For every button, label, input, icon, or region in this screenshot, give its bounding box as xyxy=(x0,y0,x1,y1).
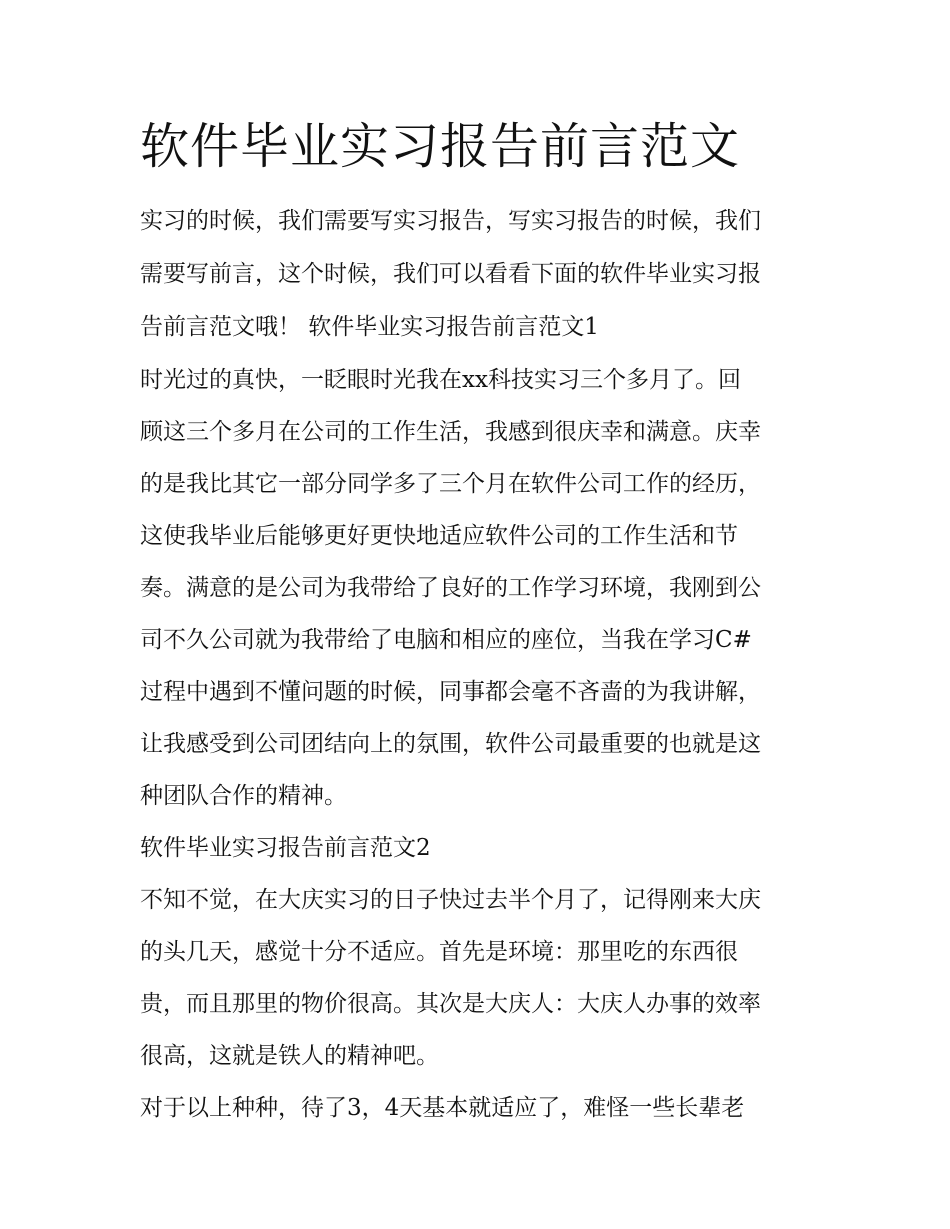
paragraph-line-intro-2: 需要写前言，这个时候，我们可以看看下面的软件毕业实习报 xyxy=(140,261,761,287)
paragraph-line-sample2-5: 对于以上种种，待了3，4天基本就适应了，难怪一些长辈老 xyxy=(140,1095,745,1121)
paragraph-line-sample1-7: 过程中遇到不懂问题的时候，同事都会毫不吝啬的为我讲解， xyxy=(140,679,761,705)
paragraph-line-sample2-3: 贵，而且那里的物价很高。其次是大庆人：大庆人办事的效率 xyxy=(140,991,761,1017)
paragraph-line-sample1-5: 奏。满意的是公司为我带给了良好的工作学习环境，我刚到公 xyxy=(140,575,761,601)
paragraph-line-intro-1: 实习的时候，我们需要写实习报告，写实习报告的时候，我们 xyxy=(140,208,761,234)
paragraph-line-sample2-1: 不知不觉，在大庆实习的日子快过去半个月了，记得刚来大庆 xyxy=(140,887,761,913)
paragraph-line-sample1-6: 司不久公司就为我带给了电脑和相应的座位，当我在学习C# xyxy=(140,627,752,653)
paragraph-line-sample2-4: 很高，这就是铁人的精神吧。 xyxy=(140,1043,439,1069)
paragraph-line-sample1-4: 这使我毕业后能够更好更快地适应软件公司的工作生活和节 xyxy=(140,523,738,549)
paragraph-line-sample2-2: 的头几天，感觉十分不适应。首先是环境：那里吃的东西很 xyxy=(140,939,738,965)
paragraph-line-intro-3: 告前言范文哦！ 软件毕业实习报告前言范文1 xyxy=(140,314,599,340)
paragraph-line-sample1-3: 的是我比其它一部分同学多了三个月在软件公司工作的经历， xyxy=(140,471,761,497)
paragraph-line-sample1-1: 时光过的真快，一眨眼时光我在xx科技实习三个多月了。回 xyxy=(140,367,741,393)
paragraph-line-sample1-8: 让我感受到公司团结向上的氛围，软件公司最重要的也就是这 xyxy=(140,731,761,757)
section-heading-sample2: 软件毕业实习报告前言范文2 xyxy=(140,835,431,861)
paragraph-line-sample1-2: 顾这三个多月在公司的工作生活，我感到很庆幸和满意。庆幸 xyxy=(140,419,761,445)
paragraph-line-sample1-9: 种团队合作的精神。 xyxy=(140,783,347,809)
document-title: 软件毕业实习报告前言范文 xyxy=(140,118,741,175)
